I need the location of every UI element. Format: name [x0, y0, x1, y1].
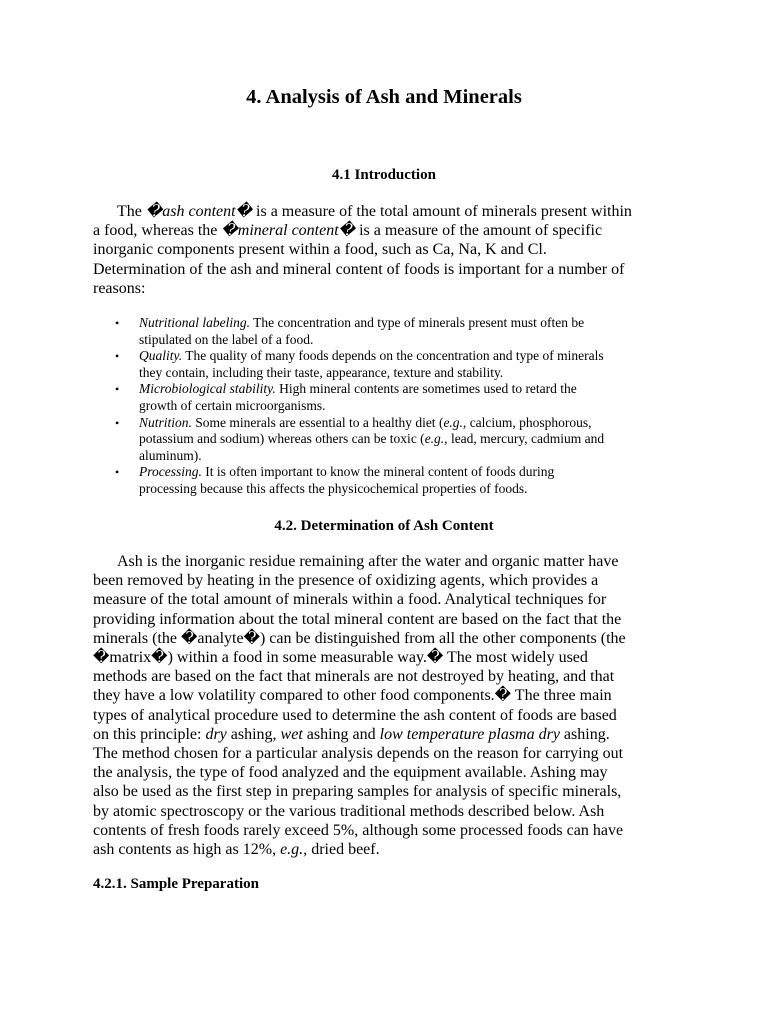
text-run: been removed by heating in the presence of oxidizing agents, which provides a — [93, 572, 599, 590]
text-run: types of analytical procedure used to determine the ash content of foods are based — [93, 706, 617, 724]
bullet-icon: • — [115, 349, 120, 364]
text-run: stipulated on the label of a food. — [139, 331, 314, 347]
italic-run: Processing. — [139, 464, 202, 480]
page-title: 4. Analysis of Ash and Minerals — [246, 86, 522, 108]
text-run: also be used as the first step in preparing samples for analysis of specific minerals, — [93, 783, 622, 801]
text-run: The — [117, 203, 146, 220]
bullet-icon: • — [115, 465, 120, 480]
text-line — [139, 448, 693, 465]
text-run: Ash is the inorganic residue remaining after the water and organic matter have — [117, 553, 619, 570]
text-line — [93, 648, 683, 667]
paragraph-introduction — [93, 202, 683, 298]
text-run: growth of certain microorganisms. — [139, 397, 326, 413]
text-run: contents of fresh foods rarely exceed 5%, although some processed foods can have — [93, 821, 624, 839]
text-run: ash contents as high as 12%, — [93, 841, 281, 859]
italic-run: Quality. — [139, 348, 183, 364]
text-run: High mineral contents are sometimes used to retard the — [275, 381, 577, 397]
text-line — [93, 725, 683, 744]
bullet-icon: • — [115, 415, 120, 430]
text-line — [93, 782, 683, 801]
text-run: aluminum). — [139, 447, 202, 463]
text-line — [139, 381, 693, 398]
text-line — [93, 571, 683, 590]
paragraph-ash-content — [93, 552, 683, 859]
text-line — [93, 240, 683, 259]
text-run: The method chosen for a particular analysis depends on the reason for carrying out — [93, 745, 624, 763]
text-run: The concentration and type of minerals present must often be — [250, 315, 585, 330]
text-run: is a measure of the amount of specific — [355, 222, 603, 240]
italic-run: e.g., — [443, 414, 467, 430]
text-line — [139, 398, 693, 415]
text-run: reasons: — [93, 279, 146, 297]
italic-run: Microbiological stability. — [139, 381, 276, 397]
text-line — [93, 279, 683, 298]
text-line — [93, 821, 683, 840]
bullet-icon: • — [115, 316, 120, 330]
list-item — [93, 348, 693, 381]
reasons-list — [93, 315, 693, 498]
text-run: providing information about the total mineral content are based on the fact that the — [93, 610, 622, 628]
heading-determination-of-ash-content: 4.2. Determination of Ash Content — [274, 518, 494, 534]
text-line — [93, 840, 683, 859]
text-run: a food, whereas the — [93, 222, 222, 240]
text-run: lead, mercury, cadmium and — [447, 431, 605, 447]
italic-run: Nutritional labeling. — [139, 315, 251, 330]
text-run: calcium, phosphorous, — [466, 414, 592, 430]
text-run: by atomic spectroscopy or the various traditional methods described below. Ash — [93, 802, 605, 820]
text-run: ashing, — [226, 725, 281, 743]
list-item — [93, 381, 693, 414]
text-line — [93, 763, 683, 782]
bullet-icon: • — [115, 382, 120, 397]
text-run: inorganic components present within a food, such as Ca, Na, K and Cl. — [93, 241, 547, 259]
text-line — [93, 686, 683, 705]
text-run: It is often important to know the mineral content of foods during — [201, 464, 555, 480]
text-run: measure of the total amount of minerals within a food. Analytical techniques for — [93, 591, 607, 609]
text-line — [93, 667, 683, 686]
text-run: the analysis, the type of food analyzed and the equipment available. Ashing may — [93, 764, 608, 782]
heading-sample-preparation: 4.2.1. Sample Preparation — [93, 876, 259, 892]
text-line — [139, 348, 693, 365]
text-line — [93, 629, 683, 648]
text-run: ashing. — [559, 725, 610, 743]
text-line — [139, 431, 693, 448]
text-run: Some minerals are essential to a healthy diet ( — [191, 414, 444, 430]
text-line — [93, 706, 683, 725]
italic-run: wet — [280, 725, 303, 743]
list-item — [93, 415, 693, 465]
text-line — [139, 415, 693, 432]
text-run: they contain, including their taste, appearance, texture and stability. — [139, 364, 504, 380]
text-line — [93, 552, 683, 571]
italic-run: e.g., — [280, 841, 308, 859]
list-item — [93, 464, 693, 497]
text-line — [93, 610, 683, 629]
text-line — [139, 365, 693, 382]
italic-run: e.g., — [424, 431, 448, 447]
italic-run: �mineral content� — [221, 222, 356, 240]
text-run: they have a low volatility compared to other food components.� The three main — [93, 687, 612, 705]
italic-run: Nutrition. — [139, 414, 192, 430]
text-run: The quality of many foods depends on the concentration and type of minerals — [182, 348, 604, 364]
text-run: dried beef. — [307, 841, 380, 859]
text-line — [93, 221, 683, 240]
text-line — [93, 802, 683, 821]
text-line — [139, 315, 693, 332]
text-line — [93, 744, 683, 763]
italic-run: dry — [205, 725, 227, 743]
text-run: �matrix�) within a food in some measurable way.� The most widely used — [93, 649, 588, 667]
text-run: potassium and sodium) whereas others can be toxic ( — [139, 431, 425, 447]
text-line — [93, 202, 683, 221]
text-line — [93, 590, 683, 609]
text-run: on this principle: — [93, 725, 206, 743]
list-item — [93, 315, 693, 348]
text-run: Determination of the ash and mineral content of foods is important for a number of — [93, 260, 625, 278]
text-run: is a measure of the total amount of minerals present within — [252, 203, 632, 220]
text-run: minerals (the �analyte�) can be distinguished from all the other components (the — [93, 629, 626, 647]
text-run: processing because this affects the physicochemical properties of foods. — [139, 480, 528, 496]
text-line — [139, 464, 693, 481]
italic-run: �ash content� — [145, 203, 253, 220]
text-line — [139, 481, 693, 498]
text-line — [93, 260, 683, 279]
text-run: ashing and — [302, 725, 380, 743]
text-line — [139, 332, 693, 349]
text-run: methods are based on the fact that minerals are not destroyed by heating, and that — [93, 668, 615, 686]
heading-introduction: 4.1 Introduction — [332, 167, 436, 183]
italic-run: low temperature plasma dry — [379, 725, 560, 743]
